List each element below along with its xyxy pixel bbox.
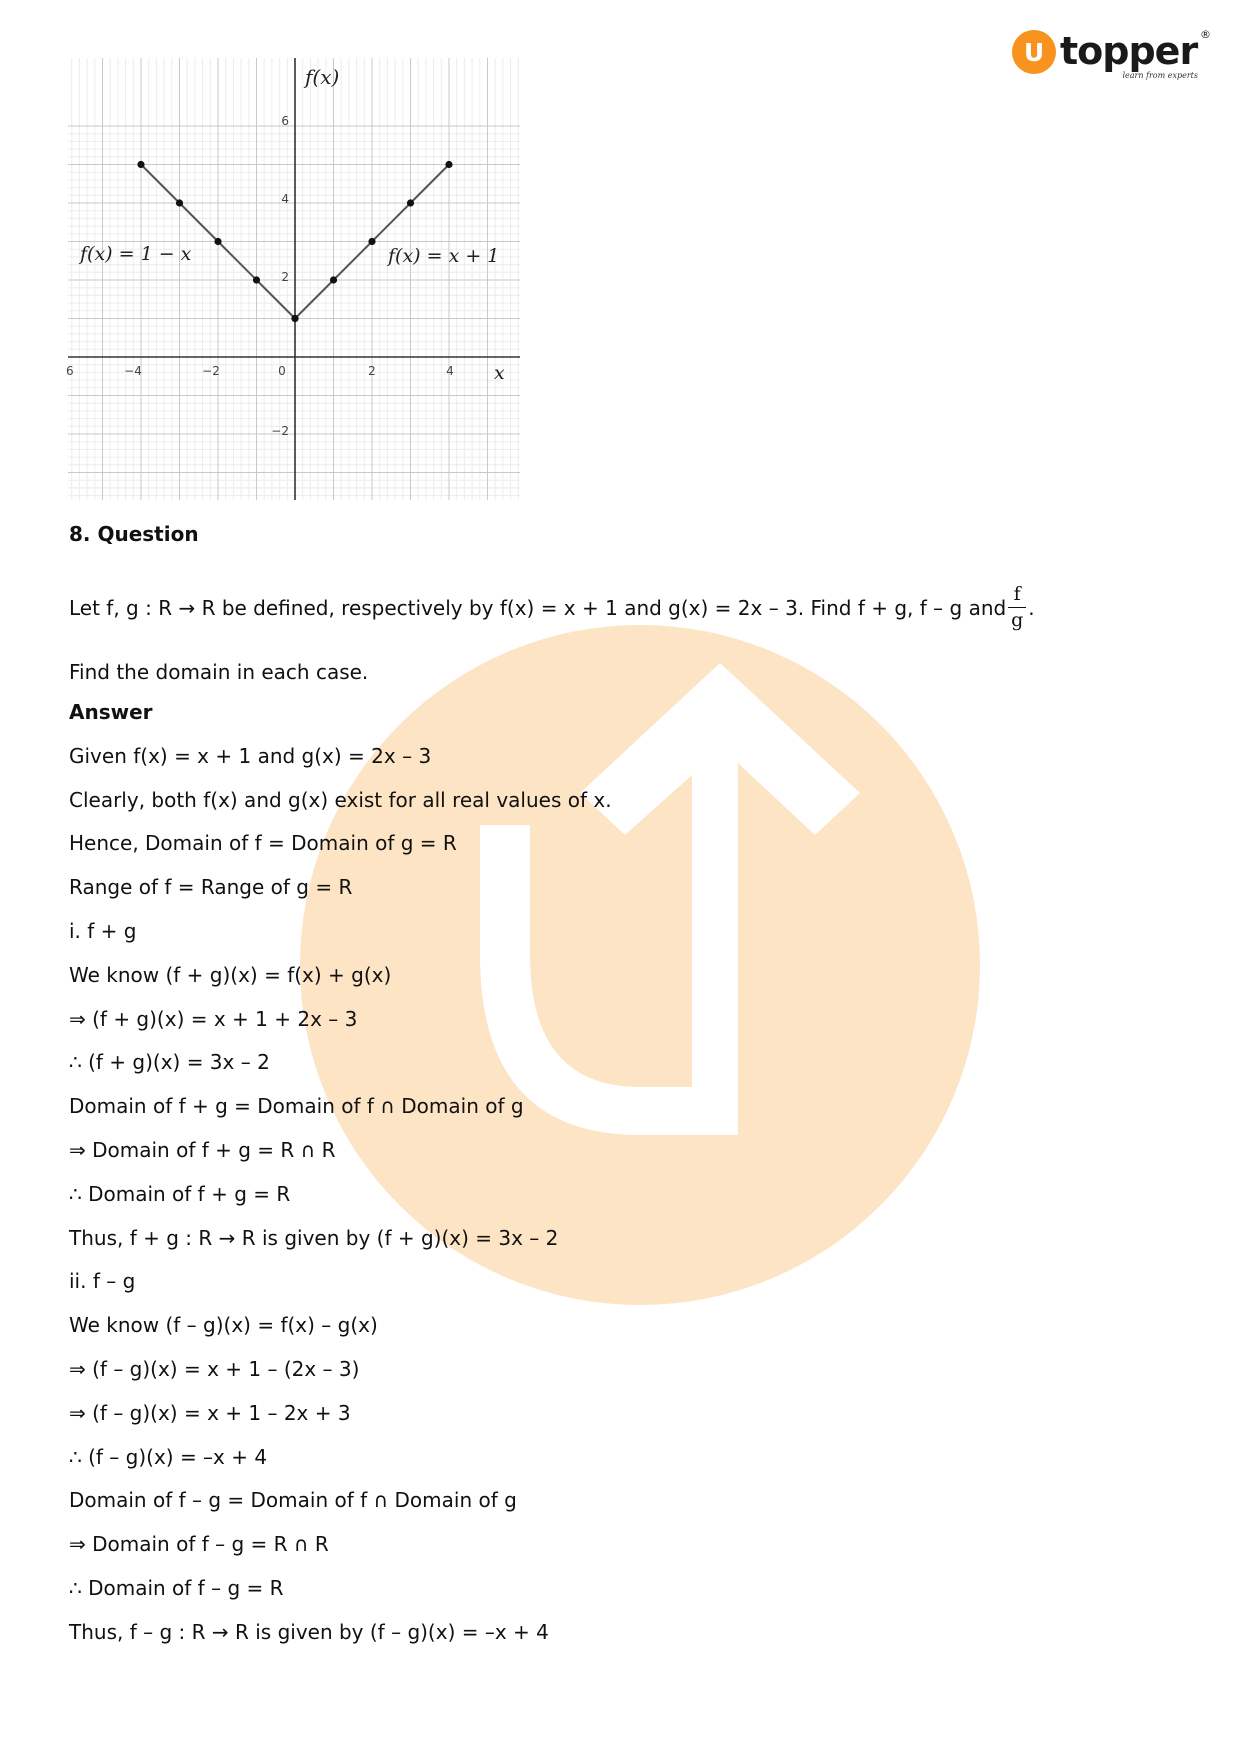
solution-line: Thus, f – g : R → R is given by (f – g)(x) = –x + 4 bbox=[69, 1620, 549, 1644]
solution-line: Thus, f + g : R → R is given by (f + g)(x) = 3x – 2 bbox=[69, 1226, 559, 1250]
x-tick-label: −4 bbox=[124, 364, 142, 378]
logo-wordmark: topper bbox=[1060, 29, 1198, 73]
logo-tagline: learn from experts bbox=[1122, 71, 1198, 80]
logo-registered: ® bbox=[1200, 28, 1211, 41]
logo-glyph: U bbox=[1023, 38, 1045, 67]
solution-line: ⇒ Domain of f + g = R ∩ R bbox=[69, 1138, 336, 1162]
x-tick-label: 0 bbox=[278, 364, 286, 378]
right-function-label: f(x) = x + 1 bbox=[388, 245, 500, 267]
x-axis-label: x bbox=[494, 362, 505, 384]
data-point bbox=[291, 315, 298, 322]
solution-line: ⇒ (f + g)(x) = x + 1 + 2x – 3 bbox=[69, 1007, 358, 1031]
solution-line: Domain of f – g = Domain of f ∩ Domain of g bbox=[69, 1488, 517, 1512]
grid-major-lines bbox=[68, 58, 520, 500]
y-tick-label: 2 bbox=[281, 270, 289, 284]
x-tick-label: 6 bbox=[66, 364, 74, 378]
solution-line: ∴ (f – g)(x) = –x + 4 bbox=[69, 1445, 268, 1469]
solution-line: Find the domain in each case. bbox=[69, 660, 369, 684]
fraction-numerator: f bbox=[1013, 583, 1021, 605]
solution-line: ⇒ (f – g)(x) = x + 1 – (2x – 3) bbox=[69, 1357, 360, 1381]
solution-line: ∴ Domain of f + g = R bbox=[69, 1182, 291, 1206]
solution-line: ⇒ (f – g)(x) = x + 1 – 2x + 3 bbox=[69, 1401, 351, 1425]
solution-line: ⇒ Domain of f – g = R ∩ R bbox=[69, 1532, 329, 1556]
solution-line: ∴ Domain of f – g = R bbox=[69, 1576, 284, 1600]
y-axis-label: f(x) bbox=[305, 65, 340, 89]
topper-logo bbox=[1010, 22, 1210, 92]
solution-line: ii. f – g bbox=[69, 1269, 136, 1293]
data-point bbox=[176, 199, 183, 206]
fraction-denominator: g bbox=[1011, 609, 1024, 631]
function-graph bbox=[68, 58, 520, 500]
question-text bbox=[69, 585, 1035, 630]
solution-line: Given f(x) = x + 1 and g(x) = 2x – 3 bbox=[69, 744, 432, 768]
answer-heading: Answer bbox=[69, 700, 153, 724]
solution-line: ∴ (f + g)(x) = 3x – 2 bbox=[69, 1050, 270, 1074]
solution-line: i. f + g bbox=[69, 919, 137, 943]
data-point bbox=[368, 238, 375, 245]
data-point bbox=[137, 161, 144, 168]
fraction-f-over-g bbox=[1008, 585, 1026, 630]
x-tick-label: 4 bbox=[446, 364, 454, 378]
solution-line: Clearly, both f(x) and g(x) exist for all real values of x. bbox=[69, 788, 612, 812]
x-tick-label: 2 bbox=[368, 364, 376, 378]
fraction-bar bbox=[1008, 607, 1026, 608]
data-point bbox=[330, 276, 337, 283]
data-point bbox=[253, 276, 260, 283]
solution-line: We know (f – g)(x) = f(x) – g(x) bbox=[69, 1313, 378, 1337]
solution-line: Range of f = Range of g = R bbox=[69, 875, 353, 899]
solution-line: Hence, Domain of f = Domain of g = R bbox=[69, 831, 457, 855]
question-body: Let f, g : R → R be defined, respectively by f(x) = x + 1 and g(x) = 2x – 3. Find f + g, f – g and bbox=[69, 595, 1007, 620]
y-tick-label: 6 bbox=[281, 114, 289, 128]
y-tick-label: 4 bbox=[281, 192, 289, 206]
data-point bbox=[407, 199, 414, 206]
question-end: . bbox=[1028, 595, 1035, 620]
solution-line: We know (f + g)(x) = f(x) + g(x) bbox=[69, 963, 392, 987]
solution-line: Domain of f + g = Domain of f ∩ Domain of g bbox=[69, 1094, 524, 1118]
left-function-label: f(x) = 1 − x bbox=[80, 243, 192, 265]
y-tick-label: −2 bbox=[271, 424, 289, 438]
data-point bbox=[445, 161, 452, 168]
data-point bbox=[214, 238, 221, 245]
x-tick-label: −2 bbox=[202, 364, 220, 378]
question-title: 8. Question bbox=[69, 522, 199, 546]
